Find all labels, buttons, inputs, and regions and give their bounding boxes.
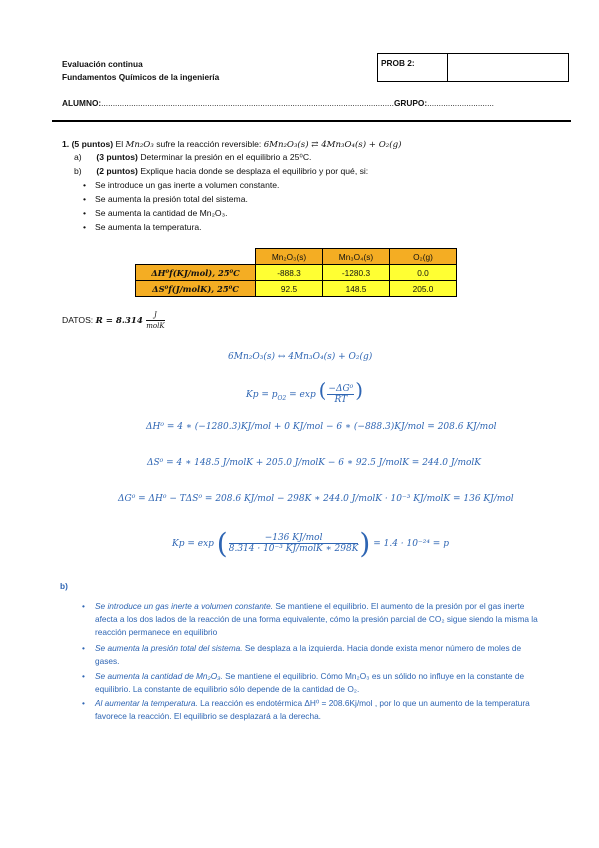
header-line-1: Evaluación continua <box>62 59 143 69</box>
datos-fraction <box>146 310 164 331</box>
equation-kp: $Kp = p_{O2} = \exp$ ( $\frac{\text{−ΔG⁰}}{RT}$ ) <box>246 378 364 405</box>
equation-gibbs: ΔG⁰ = ΔH⁰ − TΔS⁰ = 208.6 KJ/mol − 298K ∗ 244.0 J/molK · 10⁻³ KJ/molK = 136 KJ/mol <box>118 494 514 504</box>
answer-item-text: Se mantiene el equilibrio. El aumento de la presión por el gas inerte afecta a los dos lados de la reacción de una forma equivalente, cómo la presión parcial de CO₂ sigue siendo la misma la reacción permanece en equilibrio <box>95 601 538 638</box>
answer-item-text: La reacción es endotérmica ΔH⁰ = 208.6Kj/mol , por lo que un aumento de la temperatura favorece la reacción. El equilibrio se desplazará a la derecha. <box>95 698 530 722</box>
equation-kp-result-rhs: = 1.4 · 10⁻²⁴ = p <box>373 539 449 549</box>
table-col-header: Mn₃O₄(s) <box>323 249 390 265</box>
equation-kp-lhs: Kp = p <box>246 390 278 400</box>
answer-item-lead: Se aumenta la presión total del sistema. <box>95 643 243 653</box>
grupo-dots: ............................. <box>427 98 494 108</box>
equation-kp-mid: = exp <box>289 390 316 400</box>
equation-reaction: 6Mn₂O₃(s) ↔ 4Mn₃O₄(s) + O₂(g) <box>228 352 373 362</box>
subquestion-a <box>74 152 311 163</box>
equation-kp-fraction <box>327 384 354 405</box>
table-cell: 148.5 <box>323 281 390 297</box>
equation-kp-result: Kp = exp ( $\frac{\text{−136 KJ/mol}}{\text{8.314 · 10⁻³ KJ/molK ∗ 298K}}$ ) = 1.4 · 10⁻²⁴ = p <box>172 527 449 560</box>
header-line-2: Fundamentos Químicos de la ingeniería <box>62 72 220 82</box>
thermo-data-table <box>135 248 457 297</box>
question-bullet: • Se aumenta la cantidad de Mn₂O₃. <box>95 208 227 218</box>
subquestion-b <box>74 166 368 176</box>
header-divider <box>52 120 571 122</box>
table-row-header: ΔS⁰f(J/molK), 25⁰C <box>136 281 256 297</box>
answer-item: • Se introduce un gas inerte a volumen constante. Se mantiene el equilibrio. El aumento de la presión por el gas inerte afecta a los dos lados de la reacción de una forma equivalente, cómo la presión parcial de CO₂ sigue siendo la misma la reacción permanece en equilibrio <box>82 601 538 638</box>
datos-num: J <box>146 310 164 321</box>
datos-label: DATOS: <box>62 314 94 325</box>
subquestion-a-points: (3 puntos) <box>96 152 138 162</box>
table-col-header: O₂(g) <box>390 249 457 265</box>
answer-item: • Al aumentar la temperatura. La reacción es endotérmica ΔH⁰ = 208.6Kj/mol , por lo que un aumento de la temperatura favorece la reacción. El equilibrio se desplazará a la derecha. <box>82 698 530 722</box>
equation-kp-num: −ΔG⁰ <box>328 384 354 394</box>
question-intro: El <box>115 139 124 149</box>
equation-kp-result-fraction <box>229 533 359 554</box>
answer-item-text: Se mantiene el equilibrio. Cómo Mn₂O₃ es un sólido no influye en la constante de equilibrio. La constante de equilibrio sólo depende de la cantidad de O₂. <box>95 671 525 695</box>
alumno-row <box>62 98 572 108</box>
question-reaction: 6Mn₂O₃(s) ⇄ 4Mn₃O₄(s) + O₂(g) <box>263 140 402 150</box>
subquestion-b-text: Explique hacia donde se desplaza el equilibrio y por qué, si: <box>140 166 369 176</box>
table-cell: -888.3 <box>256 265 323 281</box>
question-statement <box>62 139 401 150</box>
question-points: (5 puntos) <box>71 139 114 149</box>
question-bullet: • Se aumenta la presión total del sistema. <box>95 194 248 204</box>
table-cell: 0.0 <box>390 265 457 281</box>
equation-kp-den: RT <box>334 395 348 405</box>
answers-b-label: b) <box>60 581 68 591</box>
table-cell: -1280.3 <box>323 265 390 281</box>
prob-box <box>377 53 569 82</box>
answer-item-lead: Se introduce un gas inerte a volumen constante. <box>95 601 274 611</box>
subquestion-b-label: b) <box>74 166 82 176</box>
answer-item-text: Se desplaza a la izquierda. Hacia donde exista menor número de moles de gases. <box>95 643 522 667</box>
equation-kp-result-lhs: Kp = exp <box>172 539 214 549</box>
datos-den: molK <box>146 322 165 330</box>
grupo-label: GRUPO: <box>393 98 428 108</box>
subquestion-b-points: (2 puntos) <box>96 166 138 176</box>
table-row-header: ΔH⁰f(KJ/mol), 25⁰C <box>136 265 256 281</box>
prob-label: PROB 2: <box>378 54 448 81</box>
question-compound: Mn₂O₃ <box>125 140 154 150</box>
answer-item: • Se aumenta la cantidad de Mn₂O₃. Se mantiene el equilibrio. Cómo Mn₂O₃ es un sólido no influye en la constante de equilibrio. La constante de equilibrio sólo depende de la cantidad de O₂. <box>82 671 525 695</box>
answer-item-lead: Al aumentar la temperatura. <box>95 698 198 708</box>
alumno-dots: ............................................................................................................................... <box>101 98 394 108</box>
equation-enthalpy: ΔH⁰ = 4 ∗ (−1280.3)KJ/mol + 0 KJ/mol − 6 ∗ (−888.3)KJ/mol = 208.6 KJ/mol <box>146 422 497 432</box>
answer-item-lead: Se aumenta la cantidad de Mn₂O₃. <box>95 671 223 681</box>
datos-line <box>62 310 166 331</box>
equation-kp-result-den: 8.314 · 10⁻³ KJ/molK ∗ 298K <box>228 544 359 554</box>
header-title <box>62 58 219 84</box>
answer-item: • Se aumenta la presión total del sistema. Se desplaza a la izquierda. Hacia donde exista menor número de moles de gases. <box>82 643 522 667</box>
table-col-header: Mn₂O₃(s) <box>256 249 323 265</box>
question-number: 1. <box>62 139 70 149</box>
question-intro-rest: sufre la reacción reversible: <box>156 139 262 149</box>
question-bullet: • Se introduce un gas inerte a volumen constante. <box>95 180 279 190</box>
subquestion-a-text: Determinar la presión en el equilibrio a 25⁰C. <box>140 152 312 162</box>
subquestion-a-label: a) <box>74 152 82 162</box>
question-bullet: • Se aumenta la temperatura. <box>95 222 202 232</box>
equation-kp-sub: O2 <box>277 394 287 402</box>
table-cell: 205.0 <box>390 281 457 297</box>
datos-expr: R = 8.314 <box>95 315 143 326</box>
equation-entropy: ΔS⁰ = 4 ∗ 148.5 J/molK + 205.0 J/molK − 6 ∗ 92.5 J/molK = 244.0 J/molK <box>147 458 482 468</box>
table-cell: 92.5 <box>256 281 323 297</box>
equation-kp-result-num: −136 KJ/mol <box>229 533 359 544</box>
alumno-label: ALUMNO: <box>62 98 102 108</box>
